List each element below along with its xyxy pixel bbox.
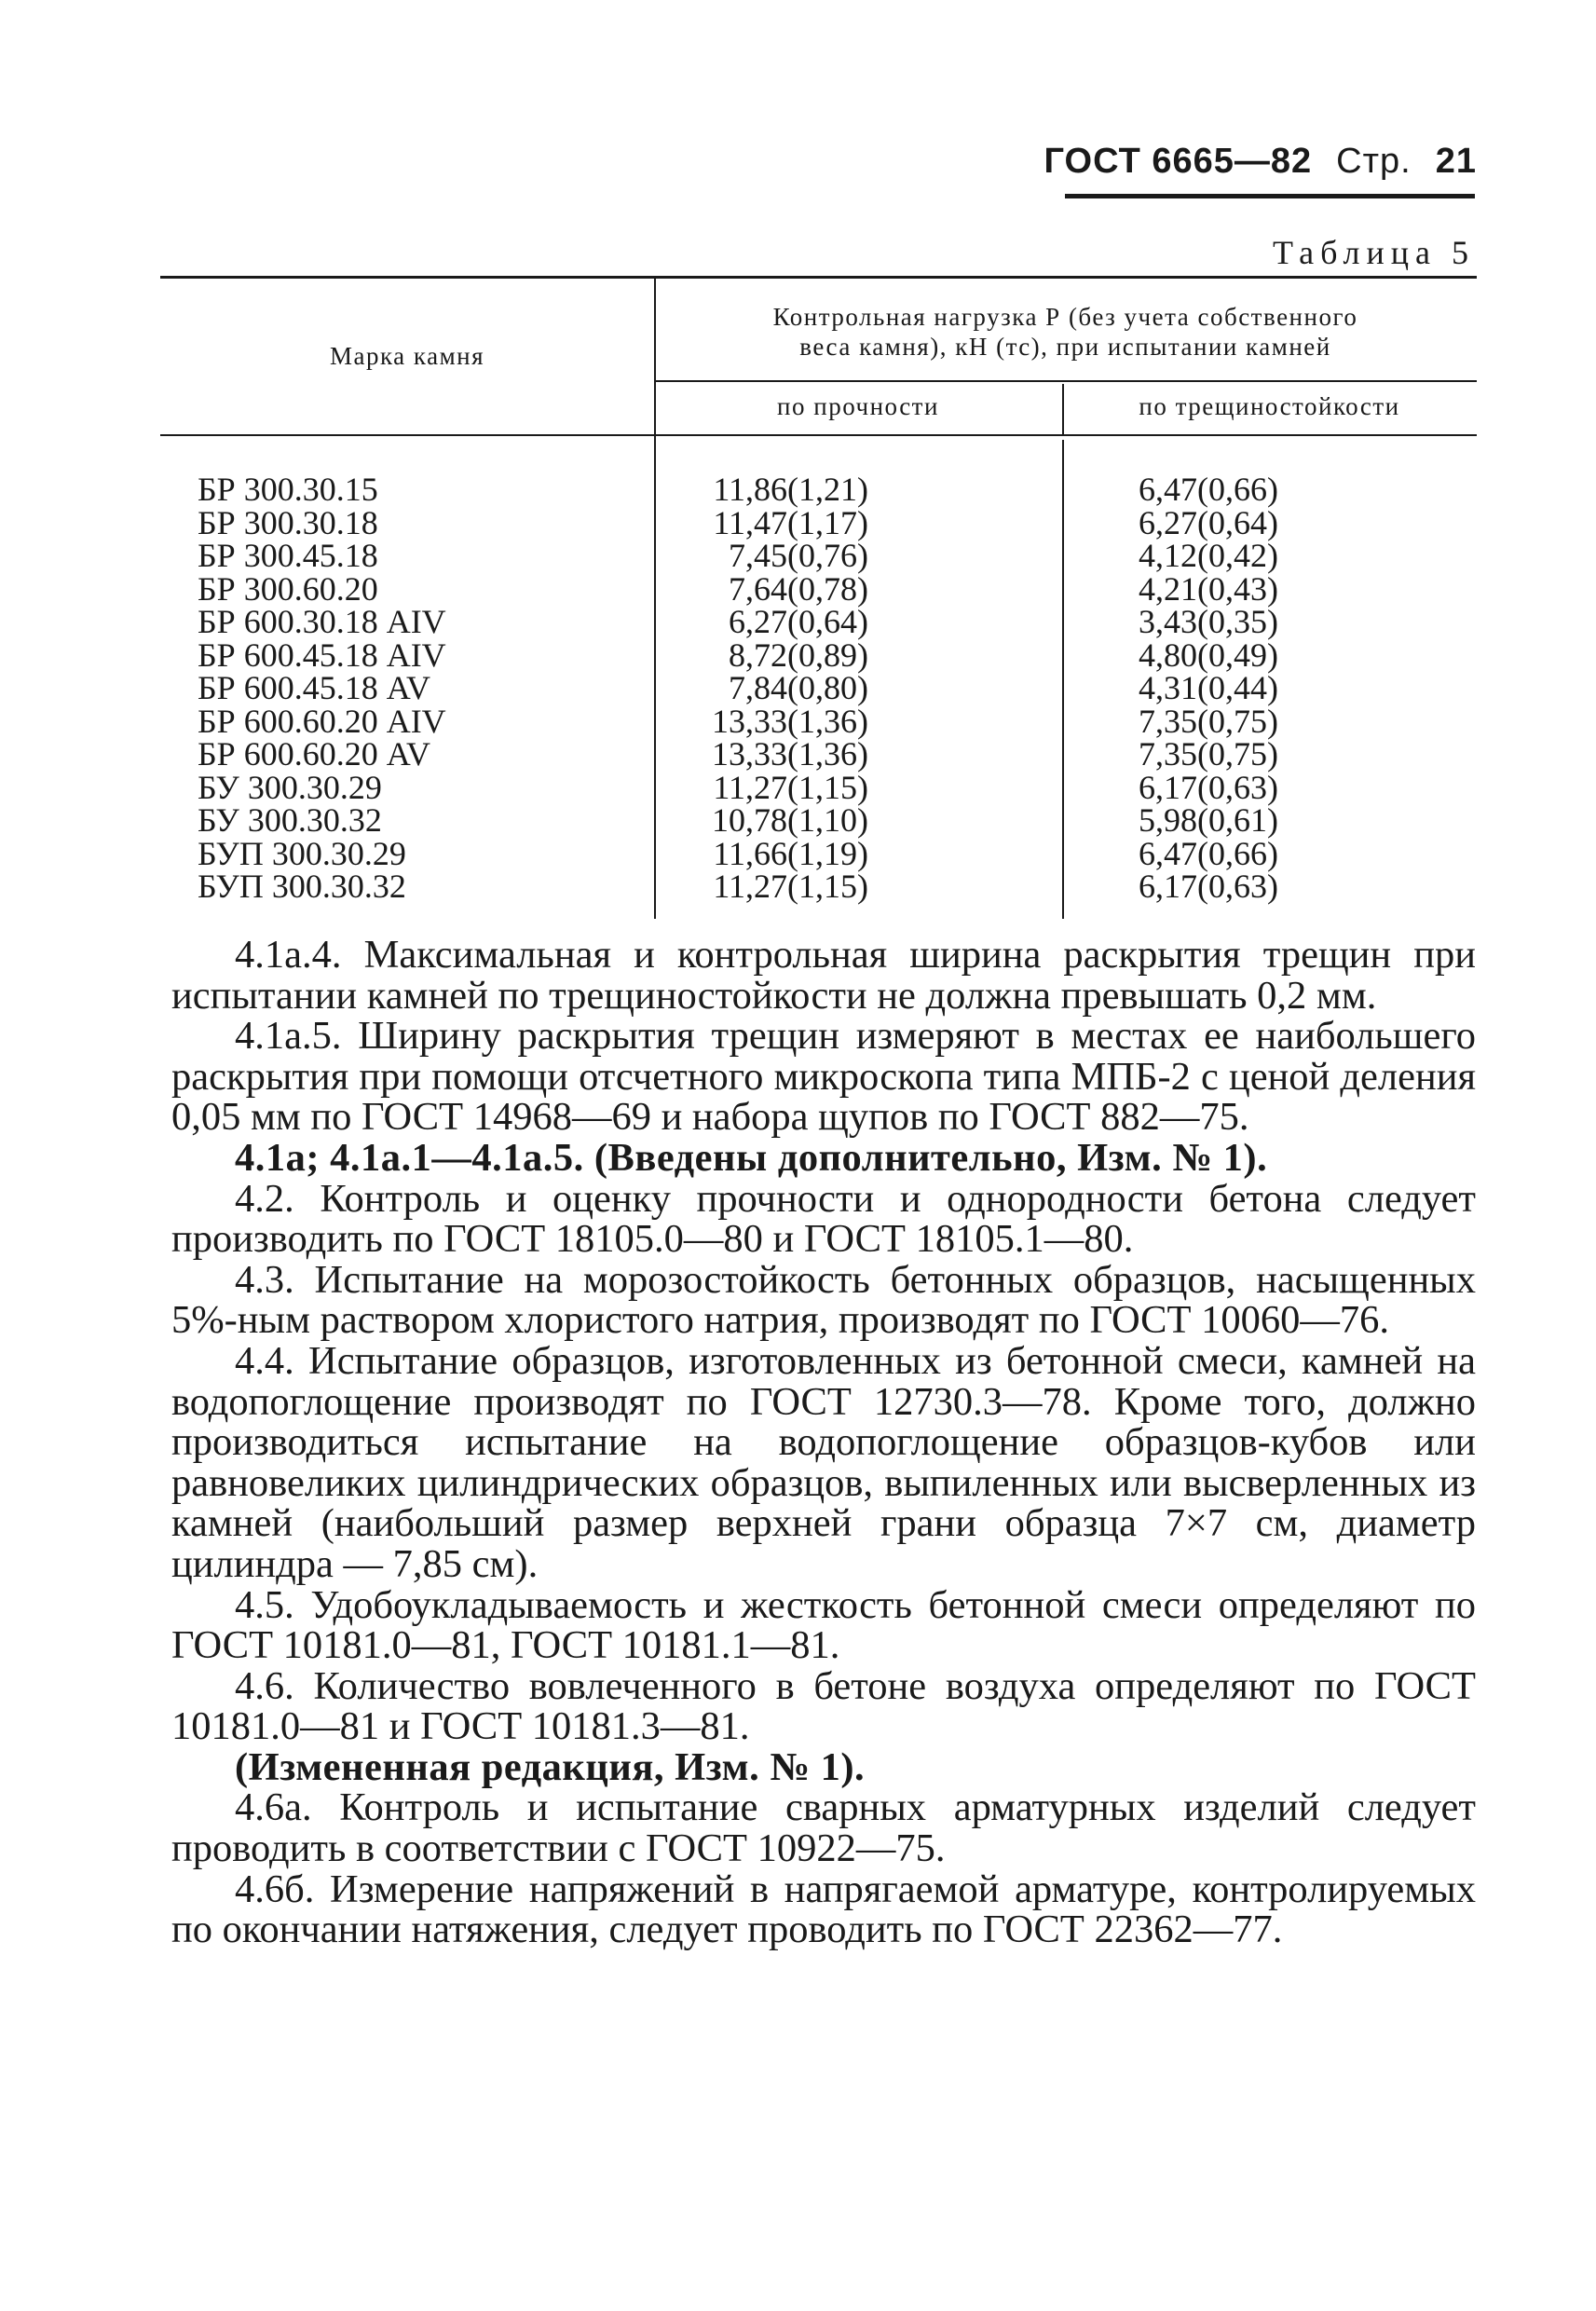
column-crack-values bbox=[1101, 473, 1278, 904]
table-cell-crack: 7,35(0,75) bbox=[1139, 702, 1278, 740]
table-cell-strength: 11,27(1,15) bbox=[713, 768, 868, 806]
table-cell-mark: БР 300.45.18 bbox=[198, 537, 378, 574]
table-cell-mark: БР 600.45.18 AIV bbox=[198, 636, 446, 674]
table-cell-strength: 11,86(1,21) bbox=[713, 471, 868, 508]
table-cell-crack: 7,35(0,75) bbox=[1139, 735, 1278, 773]
table-cell-crack: 6,47(0,66) bbox=[1139, 471, 1278, 508]
table-cell-mark: БУ 300.30.29 bbox=[198, 768, 382, 806]
table-top-rule bbox=[160, 276, 1477, 279]
paragraph-4-6b: 4.6б. Измерение напряжений в напрягаемой арматуре, контролируемых по окончании натяжения, следует проводить по ГОСТ 22362—77. bbox=[171, 1867, 1476, 1952]
standard-number: ГОСТ 6665—82 bbox=[1044, 142, 1313, 181]
table-cell-mark: БР 600.45.18 AV bbox=[198, 669, 431, 706]
table-cell-strength: 10,78(1,10) bbox=[712, 801, 868, 839]
amendment-note: 4.1а; 4.1а.1—4.1а.5. (Введены дополнительно, Изм. № 1). bbox=[235, 1135, 1268, 1180]
header-rule bbox=[1065, 194, 1475, 198]
table-cell-crack: 6,17(0,63) bbox=[1139, 768, 1278, 806]
table-cell-strength: 13,33(1,36) bbox=[712, 735, 868, 773]
column-header-crack: по трещиностойкости bbox=[1139, 392, 1400, 420]
column-mark-values bbox=[198, 473, 446, 904]
body-text bbox=[171, 935, 1476, 1950]
table-divider-1 bbox=[654, 276, 656, 919]
page-header bbox=[1044, 142, 1478, 182]
table-cell-crack: 6,17(0,63) bbox=[1139, 868, 1278, 905]
paragraph-4-2: 4.2. Контроль и оценку прочности и однородности бетона следует производить по ГОСТ 18105.0—80 и ГОСТ 18105.1—80. bbox=[171, 1176, 1476, 1262]
table-header-bottom-rule bbox=[160, 434, 1477, 436]
paragraph-4-6a: 4.6а. Контроль и испытание сварных арматурных изделий следует проводить в соответствии с ГОСТ 10922—75. bbox=[171, 1785, 1476, 1871]
table-cell-strength: 6,27(0,64) bbox=[729, 603, 868, 640]
table-cell-crack: 4,80(0,49) bbox=[1139, 636, 1278, 674]
table-cell-strength: 7,64(0,78) bbox=[729, 569, 868, 608]
column-header-strength: по прочности bbox=[777, 392, 939, 420]
paragraph-4-1a-4: 4.1а.4. Максимальная и контрольная ширина раскрытия трещин при испытании камней по трещиностойкости не должна превышать 0,2 мм. bbox=[171, 933, 1476, 1018]
paragraph-4-4: 4.4. Испытание образцов, изготовленных из бетонной смеси, камней на водопоглощение производят по ГОСТ 12730.3—78. Кроме того, должно производиться испытание на водопоглощение образцов-кубов или равновеликих цилиндрических образцов, выпиленных или высверленных из камней (наибольший размер верхней грани образца 7×7 см, диаметр цилиндра — 7,85 см). bbox=[171, 1338, 1476, 1586]
amendment-note: (Измененная редакция, Изм. № 1). bbox=[235, 1744, 866, 1789]
table-cell-mark: БР 600.60.20 AV bbox=[198, 735, 431, 773]
table-cell-mark: БУП 300.30.29 bbox=[198, 834, 406, 872]
table-cell-crack: 6,27(0,64) bbox=[1139, 503, 1278, 541]
column-header-mark: Марка камня bbox=[329, 342, 485, 370]
table-cell-crack: 6,47(0,66) bbox=[1139, 834, 1278, 872]
table-cell-mark: БР 300.60.20 bbox=[198, 569, 378, 608]
table-group-rule bbox=[654, 380, 1477, 382]
table-cell-crack: 5,98(0,61) bbox=[1139, 801, 1278, 839]
load-table bbox=[160, 276, 1477, 919]
table-cell-strength: 11,27(1,15) bbox=[713, 868, 868, 905]
paragraph-4-5: 4.5. Удобоукладываемость и жесткость бетонной смеси определяют по ГОСТ 10181.0—81, ГОСТ 10181.1—81. bbox=[171, 1582, 1476, 1668]
table-cell-strength: 13,33(1,36) bbox=[712, 702, 868, 740]
table-cell-mark: БР 300.30.18 bbox=[198, 503, 378, 541]
paragraph-4-6: 4.6. Количество вовлеченного в бетоне воздуха определяют по ГОСТ 10181.0—81 и ГОСТ 10181.3—81. bbox=[171, 1663, 1476, 1749]
table-cell-crack: 3,43(0,35) bbox=[1139, 603, 1278, 640]
column-group-header bbox=[654, 302, 1477, 362]
table-cell-mark: БУП 300.30.32 bbox=[198, 868, 406, 905]
table-cell-strength: 11,47(1,17) bbox=[713, 503, 868, 541]
table-cell-crack: 4,21(0,43) bbox=[1139, 569, 1278, 608]
table-cell-mark: БР 600.30.18 AIV bbox=[198, 603, 446, 640]
paragraph-4-3: 4.3. Испытание на морозостойкость бетонных образцов, насыщенных 5%-ным раствором хлористого натрия, производят по ГОСТ 10060—76. bbox=[171, 1257, 1476, 1343]
table-cell-mark: БР 600.60.20 AIV bbox=[198, 702, 446, 740]
table-cell-crack: 4,12(0,42) bbox=[1139, 537, 1278, 574]
table-cell-mark: БР 300.30.15 bbox=[198, 471, 378, 508]
table-cell-crack: 4,31(0,44) bbox=[1139, 669, 1278, 706]
table-divider-2 bbox=[1062, 440, 1064, 919]
page-label: Стр. bbox=[1336, 142, 1412, 181]
table-cell-strength: 8,72(0,89) bbox=[729, 636, 868, 674]
page-number: 21 bbox=[1435, 142, 1477, 181]
group-header-line-1: Контрольная нагрузка Р (без учета собственного bbox=[772, 303, 1358, 331]
group-header-line-2: веса камня), кН (тс), при испытании камней bbox=[799, 333, 1331, 361]
table-cell-strength: 11,66(1,19) bbox=[713, 834, 868, 872]
table-cell-strength: 7,84(0,80) bbox=[729, 669, 868, 706]
column-strength-values bbox=[682, 473, 868, 904]
paragraph-4-1a-5: 4.1а.5. Ширину раскрытия трещин измеряют в местах ее наибольшего раскрытия при помощи отсчетного микроскопа типа МПБ-2 с ценой деления 0,05 мм по ГОСТ 14968—69 и набора щупов по ГОСТ 882—75. bbox=[171, 1014, 1476, 1140]
table-cell-strength: 7,45(0,76) bbox=[729, 537, 868, 574]
table-caption: Таблица 5 bbox=[1273, 234, 1475, 271]
table-cell-mark: БУ 300.30.32 bbox=[198, 801, 382, 839]
